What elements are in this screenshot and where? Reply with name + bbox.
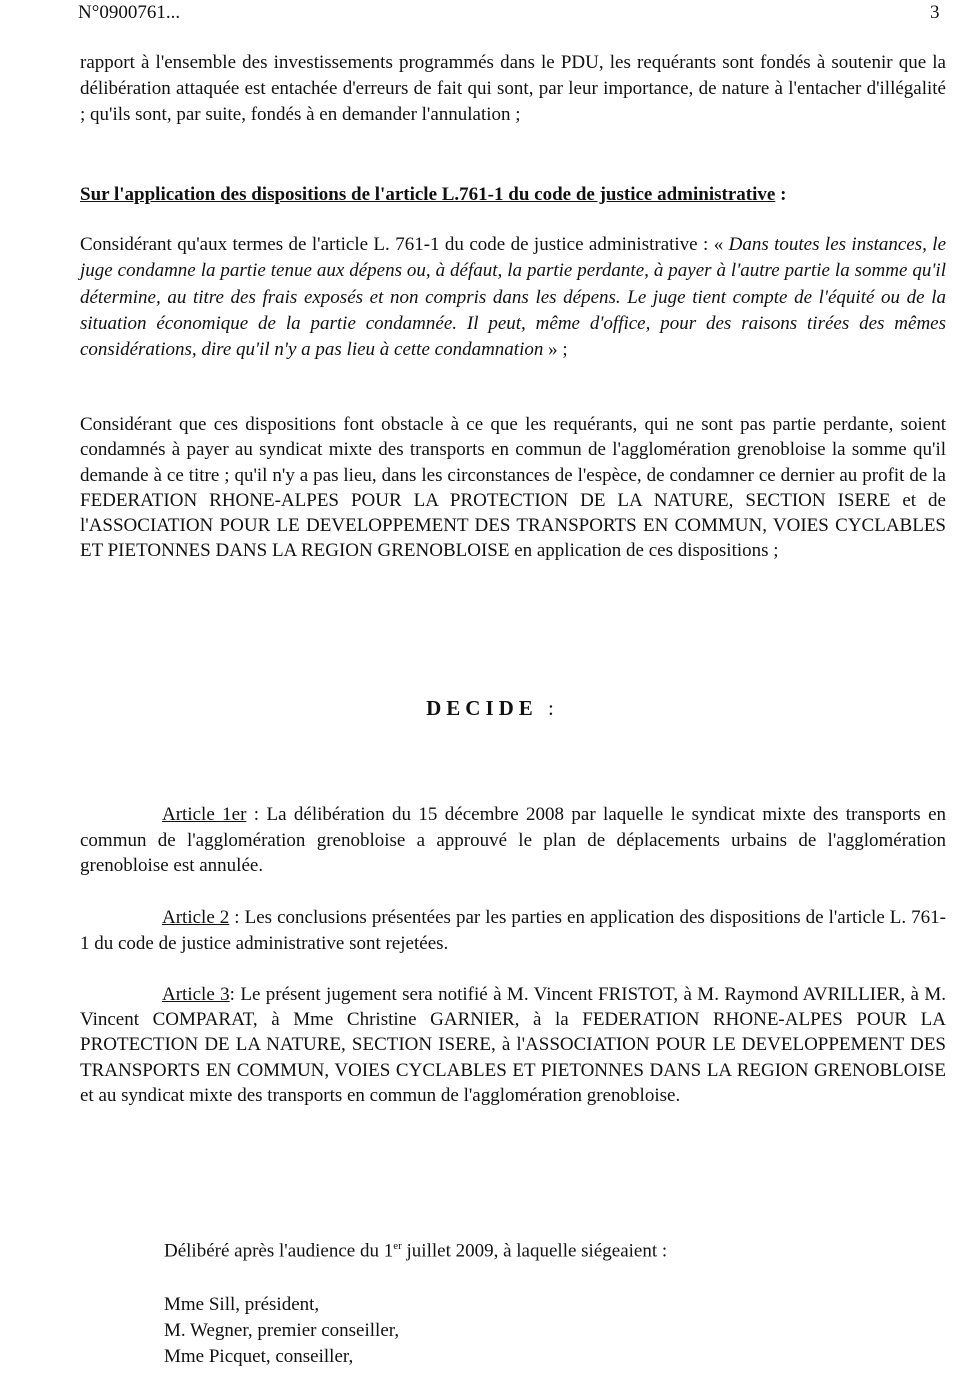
- article-2: [80, 905, 946, 956]
- paragraph-article-761-1: [80, 232, 946, 363]
- deliberation-sup: er: [393, 1240, 402, 1252]
- deliberation-after: juillet 2009, à laquelle siégeaient :: [401, 1240, 668, 1262]
- article-label: Article 2: [162, 907, 230, 928]
- article-3: [80, 982, 946, 1108]
- legal-quote: Dans toutes les instances, le juge condamne la partie tenue aux dépens ou, à défaut, la partie perdante, à payer à l'autre partie la somme qu'il détermine, au titre des frais exposés et non compris dans les dépens. Le juge tient compte de l'équité ou de la situation économique de la partie condamnée. Il peut, même d'office, pour des raisons tirées des mêmes considérations, dire qu'il n'y a pas lieu à cette condamnation: [80, 234, 947, 361]
- article-sep: :: [229, 984, 241, 1005]
- page-number: 3: [930, 2, 940, 23]
- paragraph-continuation: rapport à l'ensemble des investissements programmés dans le PDU, les requérants sont fondés à soutenir que la délibération attaquée est entachée d'erreurs de fait qui sont, par leur importance, de nature à l'entacher d'illégalité ; qu'ils sont, par suite, fondés à en demander l'annulation ;: [80, 52, 946, 125]
- deliberation-before: Délibéré après l'audience du 1: [164, 1240, 394, 1262]
- case-number: N°0900761...: [78, 2, 181, 23]
- section-heading: [80, 184, 786, 206]
- article-text: La délibération du 15 décembre 2008 par laquelle le syndicat mixte des transports en commun de l'agglomération grenobloise a approuvé le plan de déplacements urbains de l'agglomération grenobloise est annulée.: [80, 804, 947, 876]
- judge-line: Mme Sill, président,: [164, 1294, 320, 1315]
- article-sep: :: [246, 804, 267, 825]
- article-text: Le présent jugement sera notifié à M. Vincent FRISTOT, à M. Raymond AVRILLIER, à M. Vincent COMPARAT, à Mme Christine GARNIER, à la FEDERATION RHONE-ALPES POUR LA PROTECTION DE LA NATURE, SECTION ISERE, à l'ASSOCIATION POUR LE DEVELOPPEMENT DES TRANSPORTS EN COMMUN, VOIES CYCLABLES ET PIETONNES DANS LA REGION GRENOBLOISE et au syndicat mixte des transports en commun de l'agglomération grenobloise.: [80, 984, 946, 1106]
- judge-line: Mme Picquet, conseiller,: [164, 1346, 354, 1367]
- section-heading-suffix: :: [775, 184, 787, 205]
- article-text: Les conclusions présentées par les parties en application des dispositions de l'article L. 761-1 du code de justice administrative sont rejetées.: [80, 907, 946, 954]
- decide-heading: [0, 696, 980, 721]
- section-heading-text: Sur l'application des dispositions de l'article L.761-1 du code de justice administrative: [80, 184, 776, 205]
- deliberation-line: [164, 1240, 667, 1262]
- article-label: Article 1er: [162, 804, 247, 825]
- paragraph-considerant: Considérant que ces dispositions font obstacle à ce que les requérants, qui ne sont pas partie perdante, soient condamnés à payer au syndicat mixte des transports en commun de l'agglomération grenobloise la somme qu'il demande à ce titre ; qu'il n'y a pas lieu, dans les circonstances de l'espèce, de condamner ce dernier au profit de la FEDERATION RHONE-ALPES POUR LA PROTECTION DE LA NATURE, SECTION ISERE et de l'ASSOCIATION POUR LE DEVELOPPEMENT DES TRANSPORTS EN COMMUN, VOIES CYCLABLES ET PIETONNES DANS LA REGION GRENOBLOISE en application de ces dispositions ;: [80, 414, 946, 562]
- article-1: [80, 802, 946, 879]
- decide-suffix: :: [548, 696, 554, 720]
- article-sep: :: [229, 907, 245, 928]
- decide-title: DECIDE: [426, 696, 538, 720]
- judges-list: [164, 1292, 399, 1370]
- paragraph-outro: » ;: [543, 339, 568, 361]
- article-label: Article 3: [162, 984, 230, 1005]
- paragraph-intro: Considérant qu'aux termes de l'article L. 761-1 du code de justice administrative : «: [80, 234, 729, 255]
- judge-line: M. Wegner, premier conseiller,: [164, 1320, 400, 1341]
